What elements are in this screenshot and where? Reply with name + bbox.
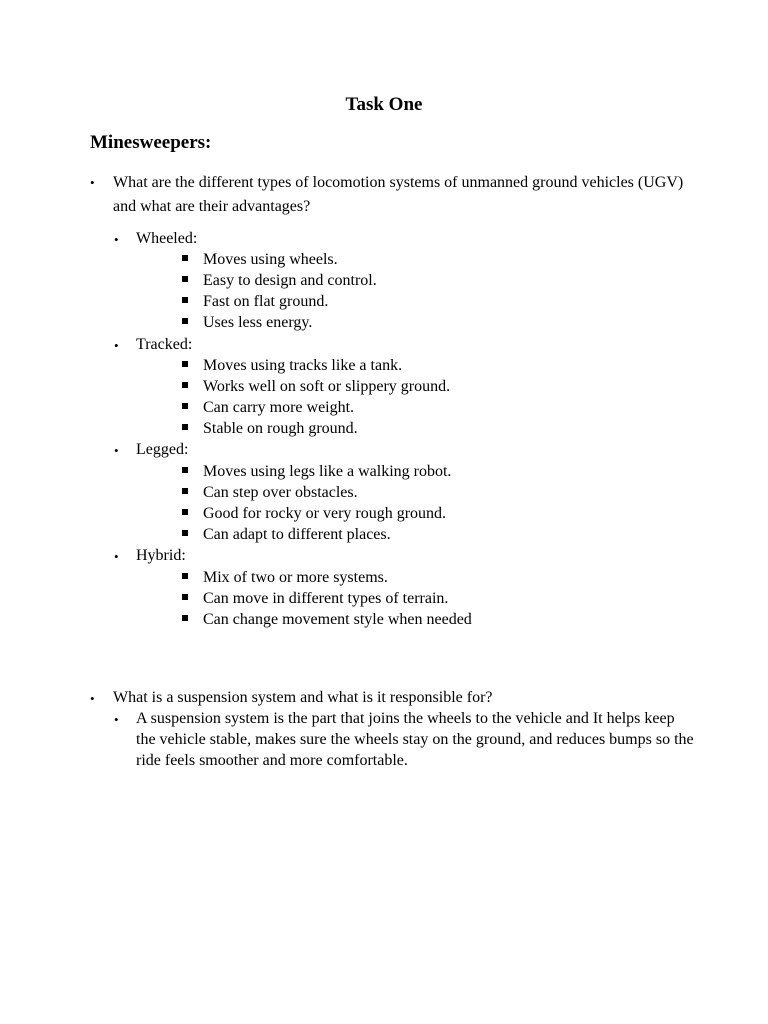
list-item: Good for rocky or very rough ground.: [203, 505, 447, 522]
category-hybrid: Hybrid:: [136, 547, 186, 564]
square-bullet: [182, 361, 188, 367]
category-bullet: •: [114, 232, 119, 247]
square-bullet: [182, 255, 188, 261]
list-item: Can carry more weight.: [203, 399, 355, 416]
square-bullet: [182, 318, 188, 324]
square-bullet: [182, 467, 188, 473]
list-item: Stable on rough ground.: [203, 420, 358, 437]
list-item: Uses less energy.: [203, 314, 313, 331]
square-bullet: [182, 297, 188, 303]
answer-bullet: •: [114, 712, 119, 727]
question-1: What are the different types of locomotion systems of unmanned ground vehicles (UGV) and what are their advantages?: [113, 174, 684, 215]
square-bullet: [182, 276, 188, 282]
square-bullet: [182, 530, 188, 536]
category-tracked: Tracked:: [136, 336, 193, 353]
category-bullet: •: [114, 338, 119, 353]
square-bullet: [182, 509, 188, 515]
square-bullet: [182, 382, 188, 388]
category-bullet: •: [114, 443, 119, 458]
list-item: Mix of two or more systems.: [203, 569, 388, 586]
list-item: Easy to design and control.: [203, 272, 377, 289]
list-item: Works well on soft or slippery ground.: [203, 378, 451, 395]
list-item: Can step over obstacles.: [203, 484, 358, 501]
square-bullet: [182, 403, 188, 409]
list-item: Moves using wheels.: [203, 251, 338, 268]
question-2: What is a suspension system and what is it responsible for?: [113, 689, 493, 706]
square-bullet: [182, 594, 188, 600]
list-item: Can move in different types of terrain.: [203, 590, 449, 607]
list-item: Fast on flat ground.: [203, 293, 329, 310]
document-title: Task One: [345, 94, 423, 115]
square-bullet: [182, 573, 188, 579]
section-heading: Minesweepers:: [90, 132, 212, 153]
question-bullet: •: [90, 175, 95, 190]
category-wheeled: Wheeled:: [136, 230, 198, 247]
category-legged: Legged:: [136, 441, 189, 458]
square-bullet: [182, 424, 188, 430]
list-item: Moves using legs like a walking robot.: [203, 463, 452, 480]
list-item: Can adapt to different places.: [203, 526, 391, 543]
question-bullet: •: [90, 691, 95, 706]
category-bullet: •: [114, 549, 119, 564]
list-item: Moves using tracks like a tank.: [203, 357, 403, 374]
list-item: Can change movement style when needed: [203, 611, 472, 628]
answer-2: A suspension system is the part that joins the wheels to the vehicle and It helps keep the vehicle stable, makes sure the wheels stay on the ground, and reduces bumps so the ride feels smoother and more comfortable.: [136, 710, 694, 769]
square-bullet: [182, 488, 188, 494]
square-bullet: [182, 615, 188, 621]
